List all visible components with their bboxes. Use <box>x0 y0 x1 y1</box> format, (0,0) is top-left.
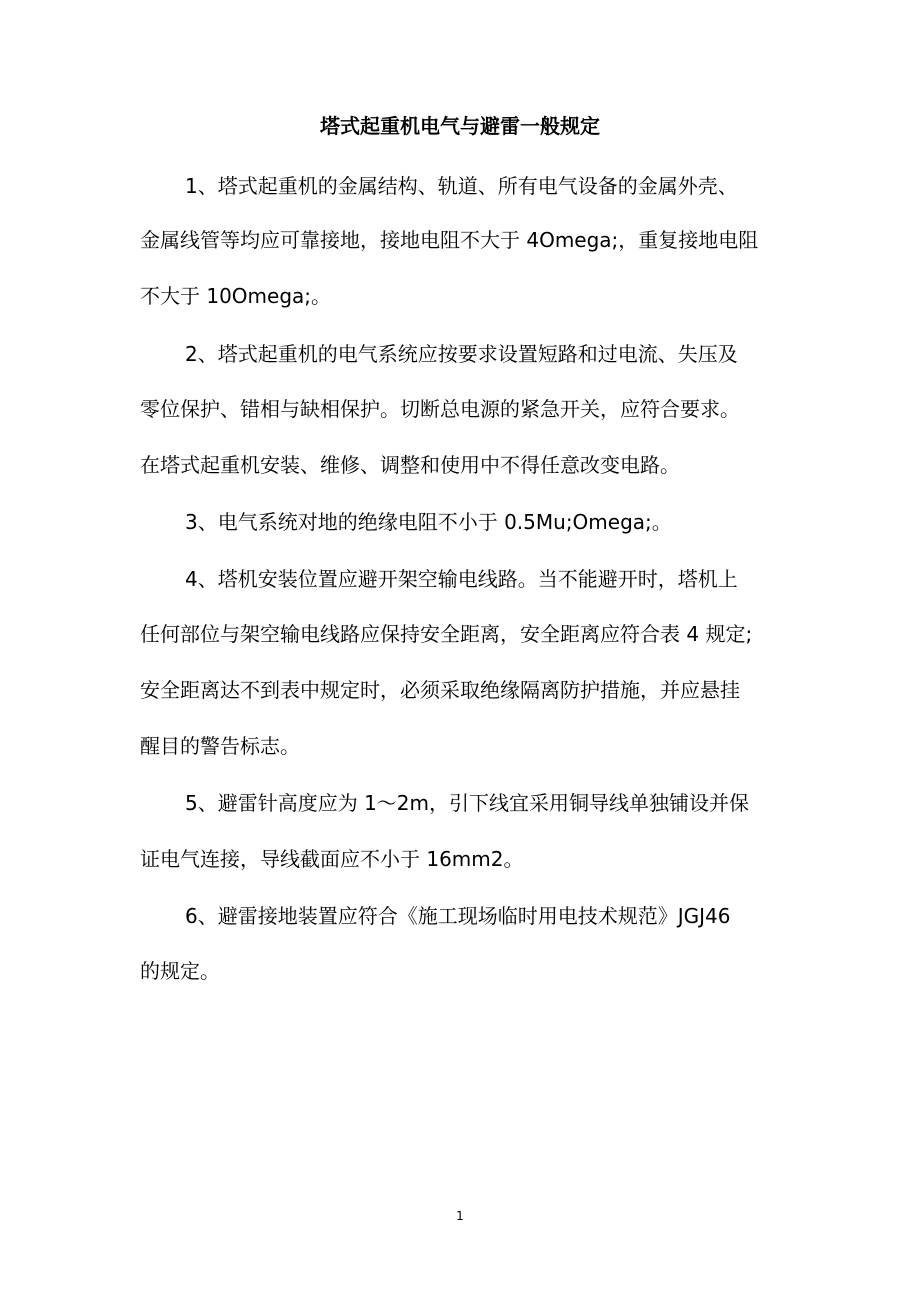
paragraph-6-line-1: 6、避雷接地装置应符合《施工现场临时用电技术规范》JGJ46 <box>185 904 731 928</box>
paragraph-4-line-2: 任何部位与架空输电线路应保持安全距离，安全距离应符合表 4 规定; <box>140 622 753 646</box>
paragraph-2-line-3: 在塔式起重机安装、维修、调整和使用中不得任意改变电路。 <box>140 453 680 477</box>
paragraph-2-line-2: 零位保护、错相与缺相保护。切断总电源的紧急开关，应符合要求。 <box>140 397 740 421</box>
paragraph-4-line-4: 醒目的警告标志。 <box>140 734 300 758</box>
paragraph-5-line-1: 5、避雷针高度应为 1～2m，引下线宜采用铜导线单独铺设并保 <box>185 791 750 815</box>
paragraph-1-line-3: 不大于 10Omega;。 <box>140 284 332 308</box>
page-number: 1 <box>456 1209 464 1223</box>
document-title: 塔式起重机电气与避雷一般规定 <box>320 114 600 138</box>
paragraph-1-line-1: 1、塔式起重机的金属结构、轨道、所有电气设备的金属外壳、 <box>185 174 738 198</box>
paragraph-1-line-2: 金属线管等均应可靠接地，接地电阻不大于 4Omega;，重复接地电阻 <box>140 228 759 252</box>
paragraph-4-line-3: 安全距离达不到表中规定时，必须采取绝缘隔离防护措施，并应悬挂 <box>140 678 740 702</box>
paragraph-4-line-1: 4、塔机安装位置应避开架空输电线路。当不能避开时，塔机上 <box>185 567 738 591</box>
paragraph-3-line-1: 3、电气系统对地的绝缘电阻不小于 0.5Mu;Omega;。 <box>185 510 672 534</box>
paragraph-6-line-2: 的规定。 <box>140 959 220 983</box>
paragraph-5-line-2: 证电气连接，导线截面应不小于 16mm2。 <box>140 847 524 871</box>
paragraph-2-line-1: 2、塔式起重机的电气系统应按要求设置短路和过电流、失压及 <box>185 342 738 366</box>
